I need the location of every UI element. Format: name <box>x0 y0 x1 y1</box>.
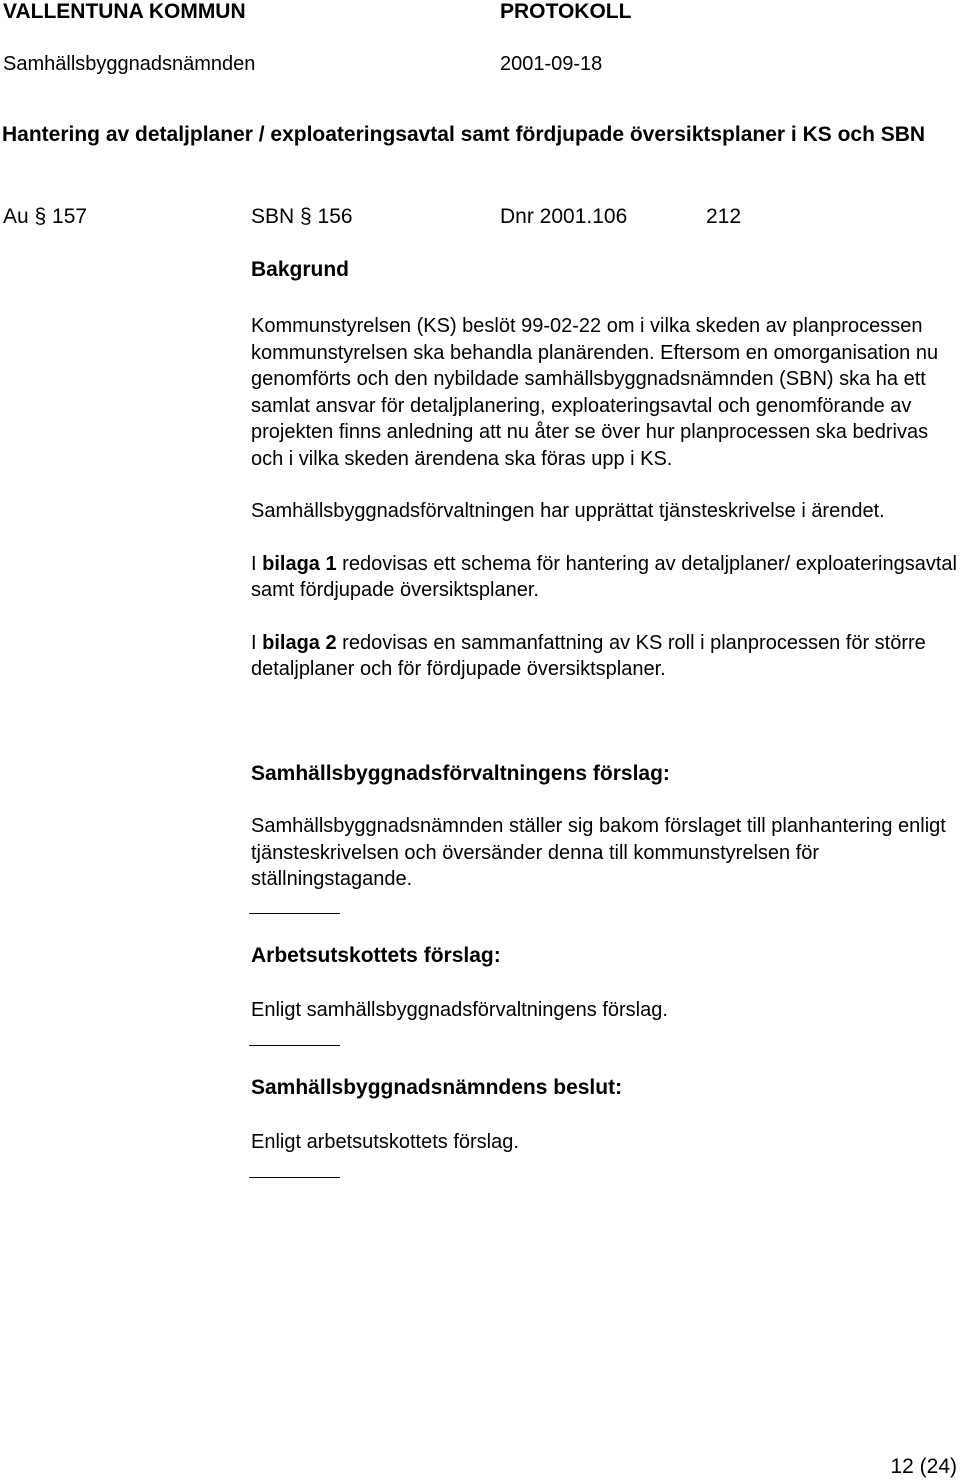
background-heading: Bakgrund <box>251 258 350 281</box>
text: redovisas en sammanfattning av KS roll i planprocessen för större detaljplaner och för fördjupade översiktsplaner. <box>251 631 926 680</box>
divider <box>249 1177 340 1178</box>
background-section <box>251 313 960 683</box>
page-number: 12 (24) <box>890 1455 957 1478</box>
text: redovisas ett schema för hantering av detaljplaner/ exploateringsavtal samt fördjupade översiktsplaner. <box>251 552 957 601</box>
committee-decision-text: Enligt arbetsutskottets förslag. <box>251 1131 519 1153</box>
attachment-2-label: bilaga 2 <box>262 631 337 654</box>
administration-proposal-text: Samhällsbyggnadsnämnden ställer sig bakom förslaget till planhantering enligt tjänsteskrivelsen och översänder denna till kommunstyrelsen för ställningstagande. <box>251 815 946 890</box>
background-paragraph-3 <box>251 551 960 604</box>
archive-code: 212 <box>706 205 742 228</box>
page-title: Hantering av detaljplaner / exploateringsavtal samt fördjupade översiktsplaner i KS och SBN <box>2 123 926 146</box>
au-paragraph-ref: Au § 157 <box>3 205 88 228</box>
background-paragraph-2: Samhällsbyggnadsförvaltningen har upprättat tjänsteskrivelse i ärendet. <box>251 500 885 522</box>
municipality-name: VALLENTUNA KOMMUN <box>3 0 246 23</box>
divider <box>249 913 340 914</box>
dnr-ref: Dnr 2001.106 <box>500 205 628 228</box>
committee-name: Samhällsbyggnadsnämnden <box>3 53 256 75</box>
committee-decision-heading: Samhällsbyggnadsnämndens beslut: <box>251 1076 623 1099</box>
background-paragraph-4 <box>251 630 960 683</box>
text: I <box>251 552 263 575</box>
meeting-date: 2001-09-18 <box>500 53 603 75</box>
divider <box>249 1045 340 1046</box>
document-type: PROTOKOLL <box>500 0 632 23</box>
working-committee-text: Enligt samhällsbyggnadsförvaltningens förslag. <box>251 999 668 1021</box>
sbn-paragraph-ref: SBN § 156 <box>251 205 353 228</box>
background-paragraph-1: Kommunstyrelsen (KS) beslöt 99-02-22 om i vilka skeden av planprocessen kommunstyrelsen ska behandla planärenden. Eftersom en omorganisation nu genomförts och den nybildade samhällsbyggnadsnämnden (SBN) ska ha ett samlat ansvar för detaljplanering, exploateringsavtal och genomförande av projekten finns anledning att nu åter se över hur planprocessen ska bedrivas och i vilka skeden ärendena ska föras upp i KS. <box>251 315 939 470</box>
text: I <box>251 631 263 654</box>
attachment-1-label: bilaga 1 <box>262 552 337 575</box>
working-committee-heading: Arbetsutskottets förslag: <box>251 944 501 967</box>
administration-proposal-heading: Samhällsbyggnadsförvaltningens förslag: <box>251 762 670 785</box>
